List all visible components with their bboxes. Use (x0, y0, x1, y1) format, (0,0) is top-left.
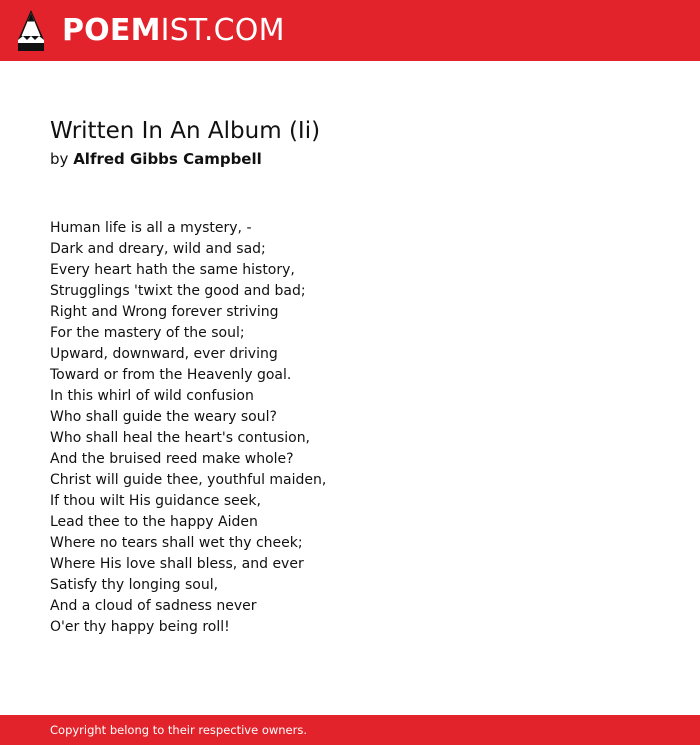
poem-line: Human life is all a mystery, - (50, 220, 252, 236)
poem-title: Written In An Album (Ii) (50, 118, 321, 144)
poem-body (50, 218, 326, 638)
poem-line: Satisfy thy longing soul, (50, 577, 219, 593)
poem-line: Who shall heal the heart's contusion, (50, 430, 311, 446)
poem-line: If thou wilt His guidance seek, (50, 493, 261, 509)
poem-line: Christ will guide thee, youthful maiden, (50, 472, 327, 488)
poem-line: Every heart hath the same history, (50, 262, 295, 278)
poem-line: Where His love shall bless, and ever (50, 556, 304, 572)
poem-line: Upward, downward, ever driving (50, 346, 278, 362)
poem-line: O'er thy happy being roll! (50, 619, 230, 635)
site-header (0, 0, 700, 61)
author-link[interactable]: Alfred Gibbs Campbell (73, 150, 262, 168)
poem-byline (50, 148, 262, 170)
copyright-notice: Copyright belong to their respective owners. (50, 723, 308, 737)
poem-line: Toward or from the Heavenly goal. (50, 367, 292, 383)
poem-line: And the bruised reed make whole? (50, 451, 294, 467)
logo-text-bold: POEM (62, 13, 161, 48)
poem-line: Where no tears shall wet thy cheek; (50, 535, 303, 551)
pencil-tip-icon (18, 10, 44, 51)
poem-line: Who shall guide the weary soul? (50, 409, 277, 425)
site-logo-link[interactable] (18, 10, 285, 51)
poem-line: In this whirl of wild confusion (50, 388, 254, 404)
logo-text-light: IST.COM (160, 13, 285, 48)
poem-line: Strugglings 'twixt the good and bad; (50, 283, 306, 299)
site-footer (0, 715, 700, 745)
poem-line: Lead thee to the happy Aiden (50, 514, 258, 530)
poem-line: For the mastery of the soul; (50, 325, 245, 341)
poem-line: Right and Wrong forever striving (50, 304, 279, 320)
byline-prefix: by (50, 150, 69, 168)
poem-line: And a cloud of sadness never (50, 598, 257, 614)
poem-line: Dark and dreary, wild and sad; (50, 241, 266, 257)
site-logo-text (62, 10, 285, 51)
